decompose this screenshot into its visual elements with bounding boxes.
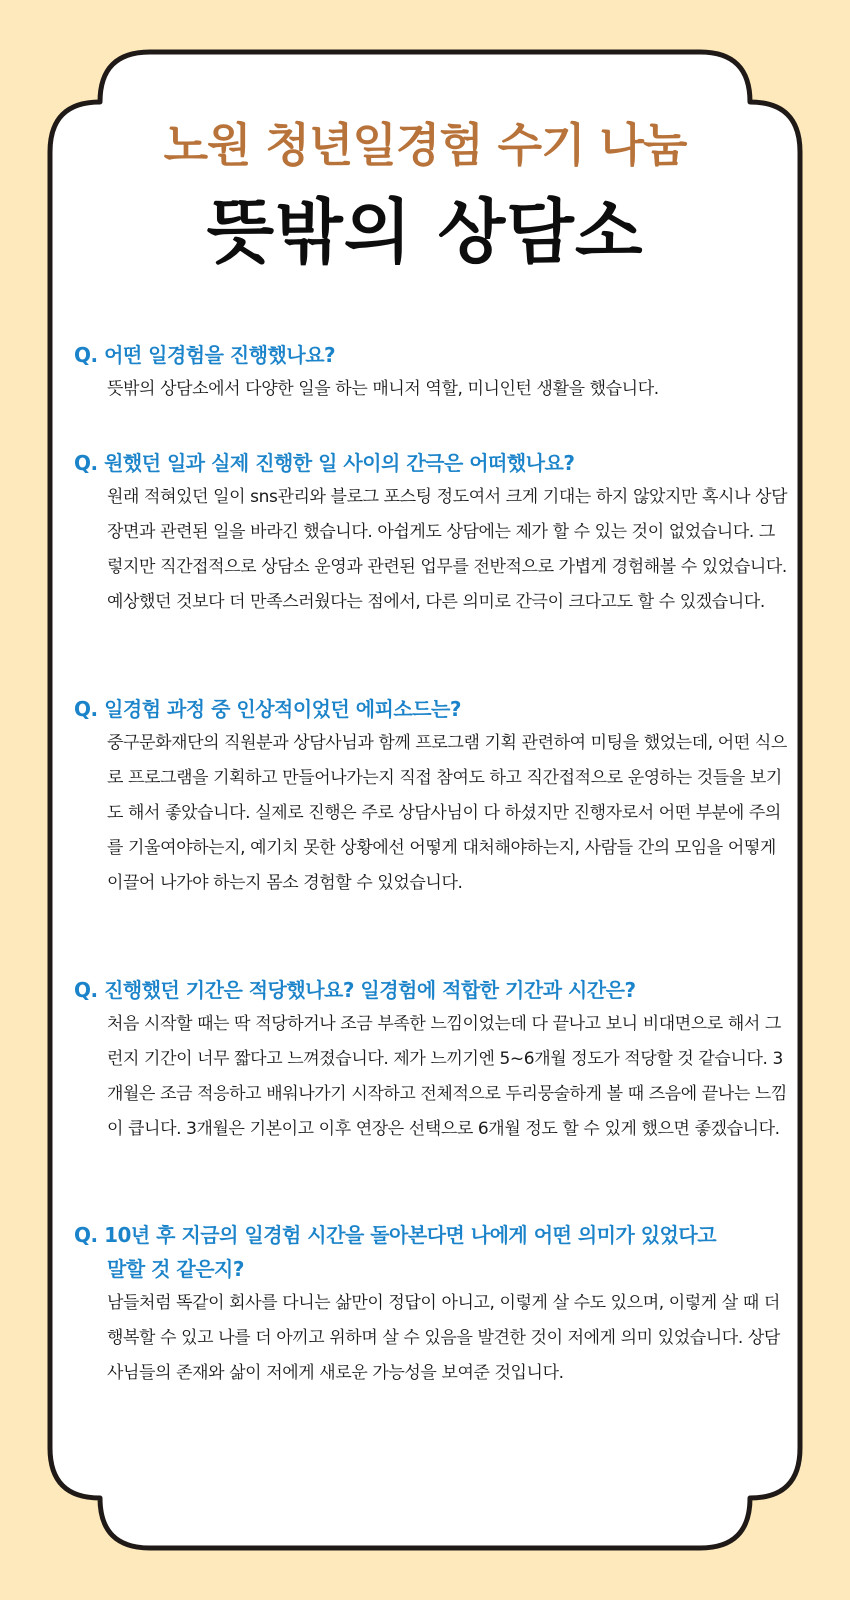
- answer-3: 중구문화재단의 직원분과 상담사님과 함께 프로그램 기획 관련하여 미팅을 했었는데, 어떤 식으로 프로그램을 기획하고 만들어나가는지 직접 참여도 하고 직간접적으로 운영하는 것들을 보기도 해서 좋았습니다. 실제로 진행은 주로 상담사님이 다 하셨지만 진행자로서 어떤 부분에 주의를 기울여야하는지, 예기치 못한 상황에선 어떻게 대처해야하는지, 사람들 간의 모임을 어떻게 이끌어 나가야 하는지 몸소 경험할 수 있었습니다.: [107, 733, 787, 893]
- answer-1: 뜻밖의 상담소에서 다양한 일을 하는 매니저 역할, 미니인턴 생활을 했습니다.: [107, 379, 659, 399]
- qa-item-5: [74, 1218, 790, 1391]
- question-5: [74, 1218, 790, 1286]
- qa-item-3: [74, 692, 790, 901]
- answer-5: 남들처럼 똑같이 회사를 다니는 삶만이 정답이 아니고, 이렇게 살 수도 있으며, 이렇게 살 때 더 행복할 수 있고 나를 더 아끼고 위하며 살 수 있음을 발견한 것이 저에게 의미 있었습니다. 상담사님들의 존재와 삶이 저에게 새로운 가능성을 보여준 것입니다.: [107, 1293, 780, 1383]
- answer-2: 원래 적혀있던 일이 sns관리와 블로그 포스팅 정도여서 크게 기대는 하지 않았지만 혹시나 상담 장면과 관련된 일을 바라긴 했습니다. 아쉽게도 상담에는 제가 할 수 있는 것이 없었습니다. 그렇지만 직간접적으로 상담소 운영과 관련된 업무를 전반적으로 가볍게 경험해볼 수 있었습니다. 예상했던 것보다 더 만족스러웠다는 점에서, 다른 의미로 간극이 크다고도 할 수 있겠습니다.: [107, 487, 788, 612]
- question-5-line-1: Q. 10년 후 지금의 일경험 시간을 돌아본다면 나에게 어떤 의미가 있었다고: [74, 1223, 717, 1247]
- qa-item-1: [74, 338, 790, 407]
- page-title: 뜻밖의 상담소: [206, 191, 644, 273]
- question-3: Q. 일경험 과정 중 인상적이었던 에피소드는?: [74, 697, 461, 721]
- answer-4: 처음 시작할 때는 딱 적당하거나 조금 부족한 느낌이었는데 다 끝나고 보니 비대면으로 해서 그런지 기간이 너무 짧다고 느껴졌습니다. 제가 느끼기엔 5~6개월 정도가 적당할 것 같습니다. 3개월은 조금 적응하고 배워나가기 시작하고 전체적으로 두리뭉술하게 볼 때 즈음에 끝나는 느낌이 큽니다. 3개월은 기본이고 이후 연장은 선택으로 6개월 정도 할 수 있게 했으면 좋겠습니다.: [107, 1014, 787, 1139]
- page-subtitle: 노원 청년일경험 수기 나눔: [163, 118, 687, 172]
- qa-item-4: [74, 973, 790, 1147]
- qa-item-2: [74, 446, 790, 620]
- question-4: Q. 진행했던 기간은 적당했나요? 일경험에 적합한 기간과 시간은?: [74, 978, 636, 1002]
- question-2: Q. 원했던 일과 실제 진행한 일 사이의 간극은 어떠했나요?: [74, 451, 575, 475]
- question-1: Q. 어떤 일경험을 진행했나요?: [74, 343, 336, 367]
- question-5-line-2: 말할 것 같은지?: [107, 1257, 244, 1281]
